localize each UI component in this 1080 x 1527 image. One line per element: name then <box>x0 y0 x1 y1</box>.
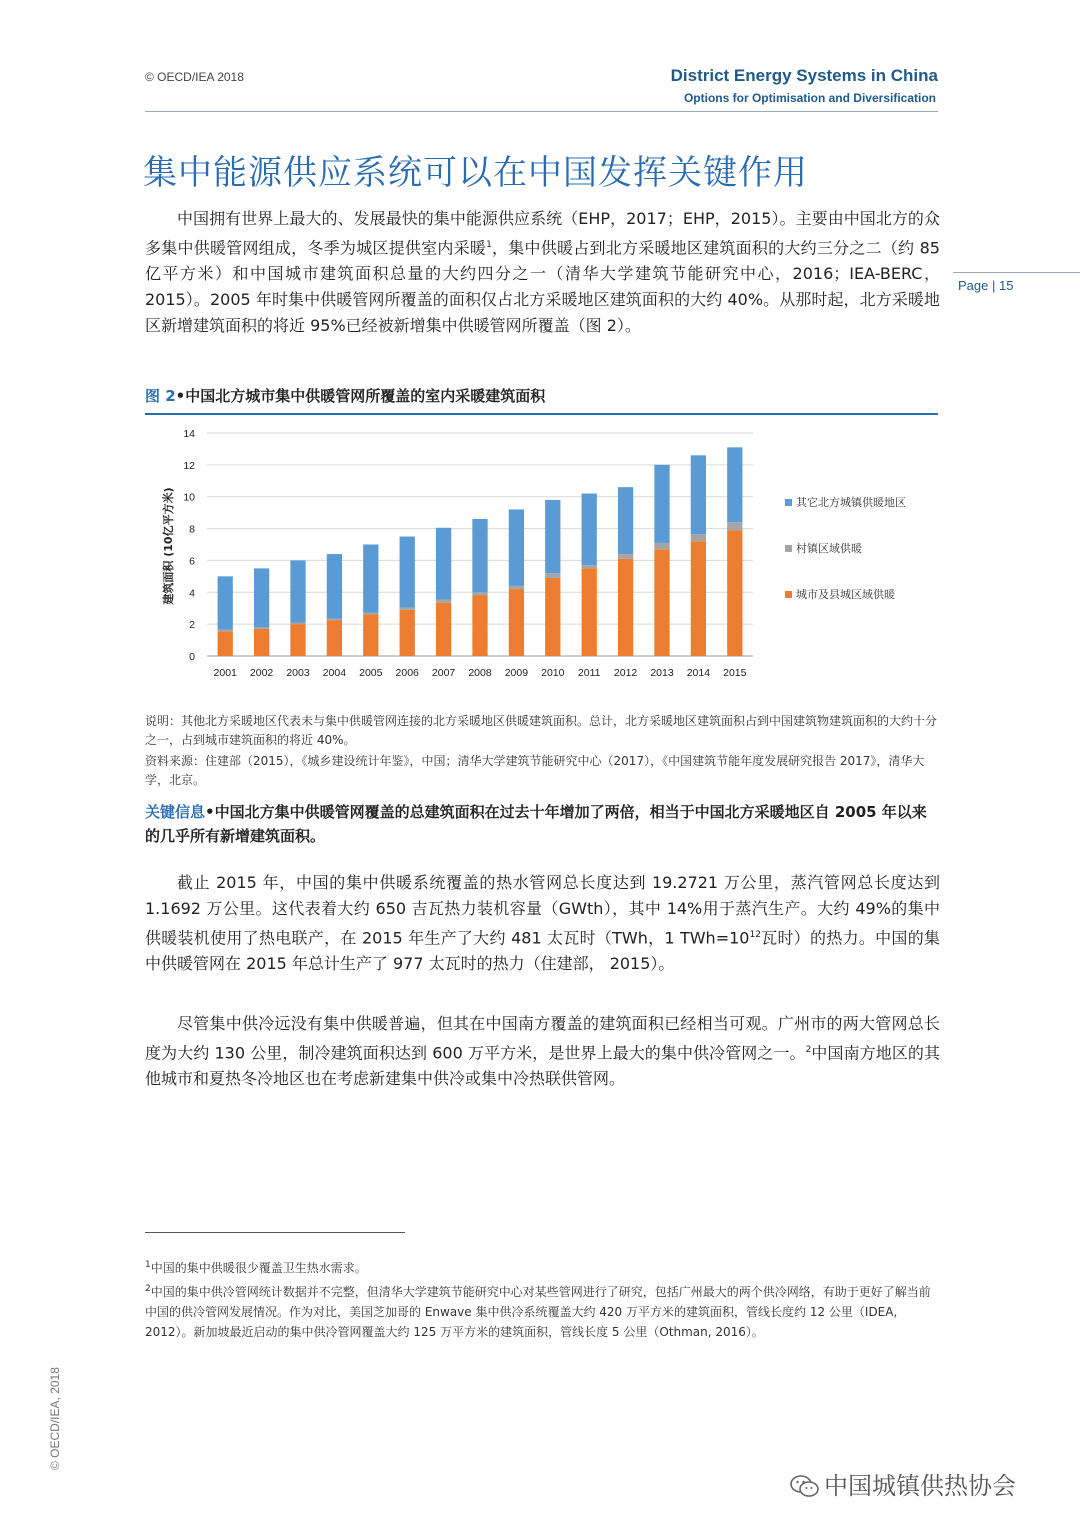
footnote-1-mark: 1 <box>145 1260 151 1270</box>
bar-segment <box>290 560 305 622</box>
wechat-icon <box>790 1474 820 1498</box>
bar-segment <box>472 595 487 656</box>
paragraph-3-text-b: 中国南方地区的其他城市和夏热冬冷地区也在考虑新建集中供冷或集中冷热联供管网。 <box>145 1043 940 1089</box>
bar-segment <box>218 576 233 629</box>
bar-segment <box>327 619 342 621</box>
paragraph-1-text-a: 中国拥有世界上最大的、发展最快的集中能源供应系统（EHP，2017；EHP，2015）。主要由中国北方的众多集中供暖管网组成，冬季为城区提供室内采暖 <box>145 209 940 258</box>
x-tick-label: 2004 <box>322 667 347 679</box>
y-tick-label: 14 <box>183 428 195 440</box>
x-tick-label: 2015 <box>723 667 747 679</box>
bar-segment <box>436 603 451 656</box>
stacked-bar-chart <box>145 418 940 708</box>
x-tick-label: 2003 <box>286 667 310 679</box>
watermark-text: 中国城镇供热协会 <box>824 1472 1016 1500</box>
chart-legend <box>785 495 906 601</box>
y-tick-label: 0 <box>189 651 195 663</box>
chart-y-axis-label: 建筑面积 (10亿平方米) <box>162 487 175 605</box>
bar-segment <box>618 487 633 554</box>
bar-segment <box>654 543 669 549</box>
bar-segment <box>400 537 415 608</box>
paragraph-1 <box>145 206 940 339</box>
x-tick-label: 2002 <box>249 667 274 679</box>
figure-source: 资料来源：住建部（2015），《城乡建设统计年鉴》，中国；清华大学建筑节能研究中心（2017），《中国建筑节能年度发展研究报告 2017》，清华大学，北京。 <box>145 754 925 787</box>
bar-segment <box>654 549 669 656</box>
figure-number: 图 2 <box>145 387 176 405</box>
bar-segment <box>582 568 597 656</box>
y-tick-label: 6 <box>189 555 195 568</box>
bar-segment <box>545 578 560 656</box>
side-copyright: © OECD/IEA, 2018 <box>48 1367 62 1470</box>
document-title: District Energy Systems in China <box>670 66 938 85</box>
bar-segment <box>509 589 524 656</box>
bar-segment <box>509 586 524 589</box>
bar-segment <box>582 565 597 568</box>
figure-caption <box>145 385 545 406</box>
paragraph-3 <box>145 1011 940 1092</box>
bar-segment <box>727 447 742 522</box>
chart-bars <box>218 447 743 656</box>
footnote-1 <box>145 1255 940 1278</box>
chart-y-ticks <box>183 428 195 663</box>
footnote-ref-1: 1 <box>486 240 492 250</box>
bar-segment <box>582 494 597 566</box>
chart-x-ticks <box>214 667 747 679</box>
bar-segment <box>691 534 706 541</box>
legend-swatch <box>785 499 792 506</box>
y-tick-label: 10 <box>183 491 195 504</box>
y-tick-label: 12 <box>183 459 195 472</box>
x-tick-label: 2006 <box>395 667 419 679</box>
x-tick-label: 2008 <box>468 667 492 679</box>
x-tick-label: 2007 <box>431 667 456 679</box>
bar-segment <box>327 554 342 619</box>
footnote-2-text: 中国的集中供冷管网统计数据并不完整，但清华大学建筑节能研究中心对某些管网进行了研究，包括广州最大的两个供冷网络，有助于更好了解当前中国的供冷管网发展情况。作为对比，美国芝加哥的 Enwave 集中供冷系统覆盖大约 420 万平方米的建筑面积，管线长度约 12 公里（IDEA, 2012）。新加坡最近启动的集中供冷管网覆盖大约 125 万平方米的建筑面积，管线长度 5 公里（Othman, 2016）。 <box>145 1285 931 1339</box>
bar-segment <box>254 627 269 629</box>
page-number: Page | 15 <box>958 278 1014 293</box>
paragraph-1-text-b: ，集中供暖占到北方采暖地区建筑面积的大约三分之二（约 85 亿平方米）和中国城市建筑面积总量的大约四分之一（清华大学建筑节能研究中心，2016；IEA-BERC，2015）。2005 年时集中供暖管网所覆盖的面积仅占北方采暖地区建筑面积的大约 40%。从那时起，北方采暖地区新增建筑面积的将近 95%已经被新增集中供暖管网所覆盖（图 2）。 <box>145 238 940 336</box>
x-tick-label: 2012 <box>613 667 638 679</box>
y-tick-label: 8 <box>189 523 195 536</box>
figure-divider <box>145 413 938 415</box>
legend-label: 村镇区域供暖 <box>796 542 862 555</box>
bar-segment <box>654 465 669 543</box>
bar-segment <box>290 624 305 656</box>
bar-segment <box>545 500 560 573</box>
x-tick-label: 2013 <box>650 667 674 679</box>
bar-segment <box>363 613 378 615</box>
paragraph-2 <box>145 870 940 977</box>
x-tick-label: 2011 <box>577 667 601 679</box>
legend-swatch <box>785 545 792 552</box>
bar-segment <box>618 554 633 559</box>
bar-segment <box>254 568 269 627</box>
superscript-exponent: 12 <box>749 930 761 940</box>
bar-segment <box>727 530 742 656</box>
footnote-ref-2: 2 <box>805 1045 812 1055</box>
y-tick-label: 2 <box>189 619 195 632</box>
watermark <box>790 1466 1016 1501</box>
figure-note: 说明：其他北方采暖地区代表未与集中供暖管网连接的北方采暖地区供暖建筑面积。总计，北方采暖地区建筑面积占到中国建筑物建筑面积的大约十分之一，占到城市建筑面积的将近 40%。 <box>145 714 938 747</box>
copyright-text: © OECD/IEA 2018 <box>145 70 244 84</box>
footnote-2-mark: 2 <box>145 1284 151 1294</box>
bar-segment <box>472 592 487 595</box>
legend-label: 其它北方城镇供暖地区 <box>796 496 906 509</box>
footnote-divider <box>145 1232 405 1233</box>
header-divider <box>145 111 938 112</box>
bar-segment <box>618 559 633 656</box>
bar-segment <box>509 509 524 585</box>
x-tick-label: 2014 <box>686 667 711 679</box>
bar-segment <box>363 545 378 613</box>
bar-segment <box>327 620 342 656</box>
section-heading: 集中能源供应系统可以在中国发挥关键作用 <box>143 153 808 193</box>
bar-segment <box>218 631 233 656</box>
x-tick-label: 2005 <box>359 667 383 679</box>
bar-segment <box>727 522 742 530</box>
legend-swatch <box>785 591 792 598</box>
bar-segment <box>691 455 706 534</box>
x-tick-label: 2009 <box>504 667 529 679</box>
bar-segment <box>218 630 233 632</box>
bar-segment <box>472 519 487 592</box>
figure-title: •中国北方城市集中供暖管网所覆盖的室内采暖建筑面积 <box>175 387 546 405</box>
bar-segment <box>400 607 415 609</box>
paragraph-3-text-a: 尽管集中供冷远没有集中供暖普遍，但其在中国南方覆盖的建筑面积已经相当可观。广州市的两大管网总长度为大约 130 公里，制冷建筑面积达到 600 万平方米，是世界上最大的集中供冷管网之一。 <box>145 1014 940 1063</box>
document-subtitle: Options for Optimisation and Diversification <box>683 91 936 105</box>
footnote-2 <box>145 1279 940 1342</box>
bar-segment <box>691 541 706 656</box>
paragraph-2-text-a: 截止 2015 年，中国的集中供暖系统覆盖的热水管网总长度达到 19.2721 万公里，蒸汽管网总长度达到 1.1692 万公里。这代表着大约 650 吉瓦热力装机容量（GWth），其中 14%用于蒸汽生产。大约 49%的集中供暖装机使用了热电联产，在 2015 年生产了大约 481 太瓦时（TWh，1 TWh=10 <box>145 873 940 948</box>
x-tick-label: 2001 <box>213 667 237 679</box>
bar-segment <box>400 610 415 656</box>
page-number-divider <box>953 272 1080 273</box>
bar-segment <box>290 623 305 625</box>
key-message-lead: 关键信息 <box>145 803 206 821</box>
y-tick-label: 4 <box>189 587 195 600</box>
x-tick-label: 2010 <box>541 667 565 679</box>
bar-segment <box>436 599 451 602</box>
bar-segment <box>436 528 451 600</box>
bar-segment <box>363 615 378 656</box>
bar-segment <box>545 573 560 578</box>
footnote-1-text: 中国的集中供暖很少覆盖卫生热水需求。 <box>150 1261 367 1275</box>
paragraph-2-text-b: 瓦时）的热力。中国的集中供暖管网在 2015 年总计生产了 977 太瓦时的热力（住建部， 2015）。 <box>145 928 940 974</box>
key-message <box>145 800 940 848</box>
bar-segment <box>254 629 269 656</box>
key-message-text: •中国北方集中供暖管网覆盖的总建筑面积在过去十年增加了两倍，相当于中国北方采暖地区自 2005 年以来的几乎所有新增建筑面积。 <box>145 803 927 845</box>
legend-label: 城市及县城区域供暖 <box>796 588 895 601</box>
